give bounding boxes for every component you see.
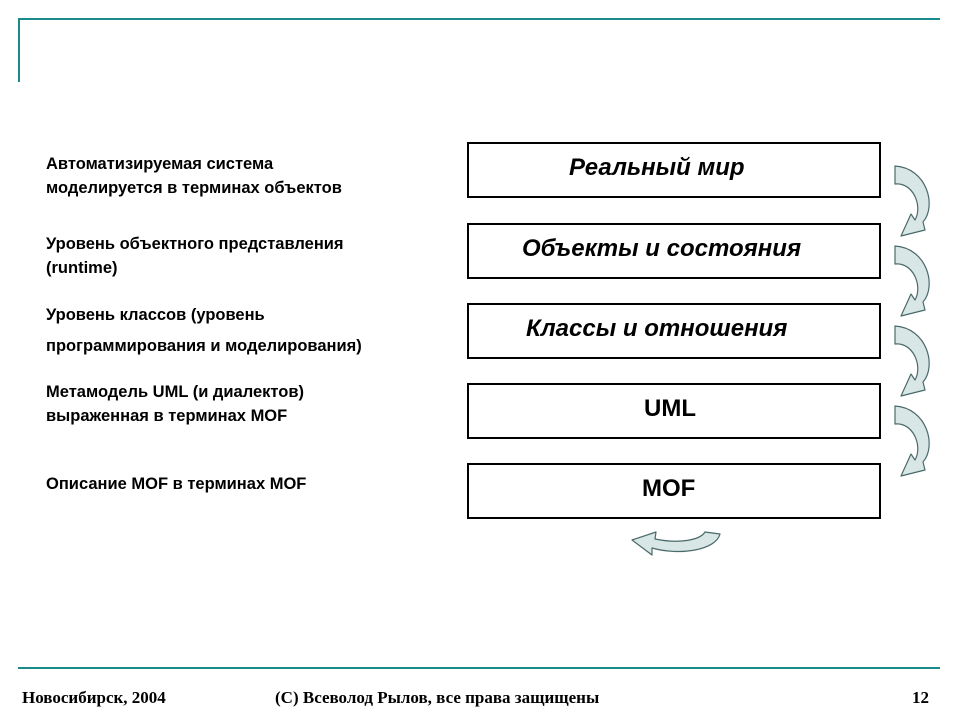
description-line: Автоматизируемая система — [46, 155, 274, 173]
description-line: выраженная в терминах MOF — [46, 407, 288, 425]
description-line: Уровень объектного представления — [46, 235, 344, 253]
curved-down-arrow-icon — [895, 166, 929, 236]
bottom-border-line — [18, 667, 940, 669]
page-number: 12 — [912, 688, 929, 707]
layer-box-label: Объекты и состояния — [522, 235, 802, 262]
description-line: Метамодель UML (и диалектов) — [46, 383, 304, 401]
description-line: (runtime) — [46, 259, 118, 277]
description-line: программирования и моделирования) — [46, 337, 362, 355]
footer-location-year: Новосибирск, 2004 — [22, 688, 166, 707]
layer-box-label: Классы и отношения — [526, 315, 788, 342]
description-line: Описание MOF в терминах MOF — [46, 475, 307, 493]
layer-box-label: MOF — [642, 475, 696, 502]
curved-down-arrow-icon — [895, 406, 929, 476]
description-line: Уровень классов (уровень — [46, 306, 265, 324]
curved-loop-arrow-icon — [632, 532, 720, 555]
layer-box-label: UML — [644, 395, 696, 422]
layer-box-label: Реальный мир — [569, 154, 745, 181]
curved-down-arrow-icon — [895, 246, 929, 316]
description-line: моделируется в терминах объектов — [46, 179, 342, 197]
footer-copyright: (C) Всеволод Рылов, все права защищены — [275, 688, 600, 707]
curved-down-arrow-icon — [895, 326, 929, 396]
